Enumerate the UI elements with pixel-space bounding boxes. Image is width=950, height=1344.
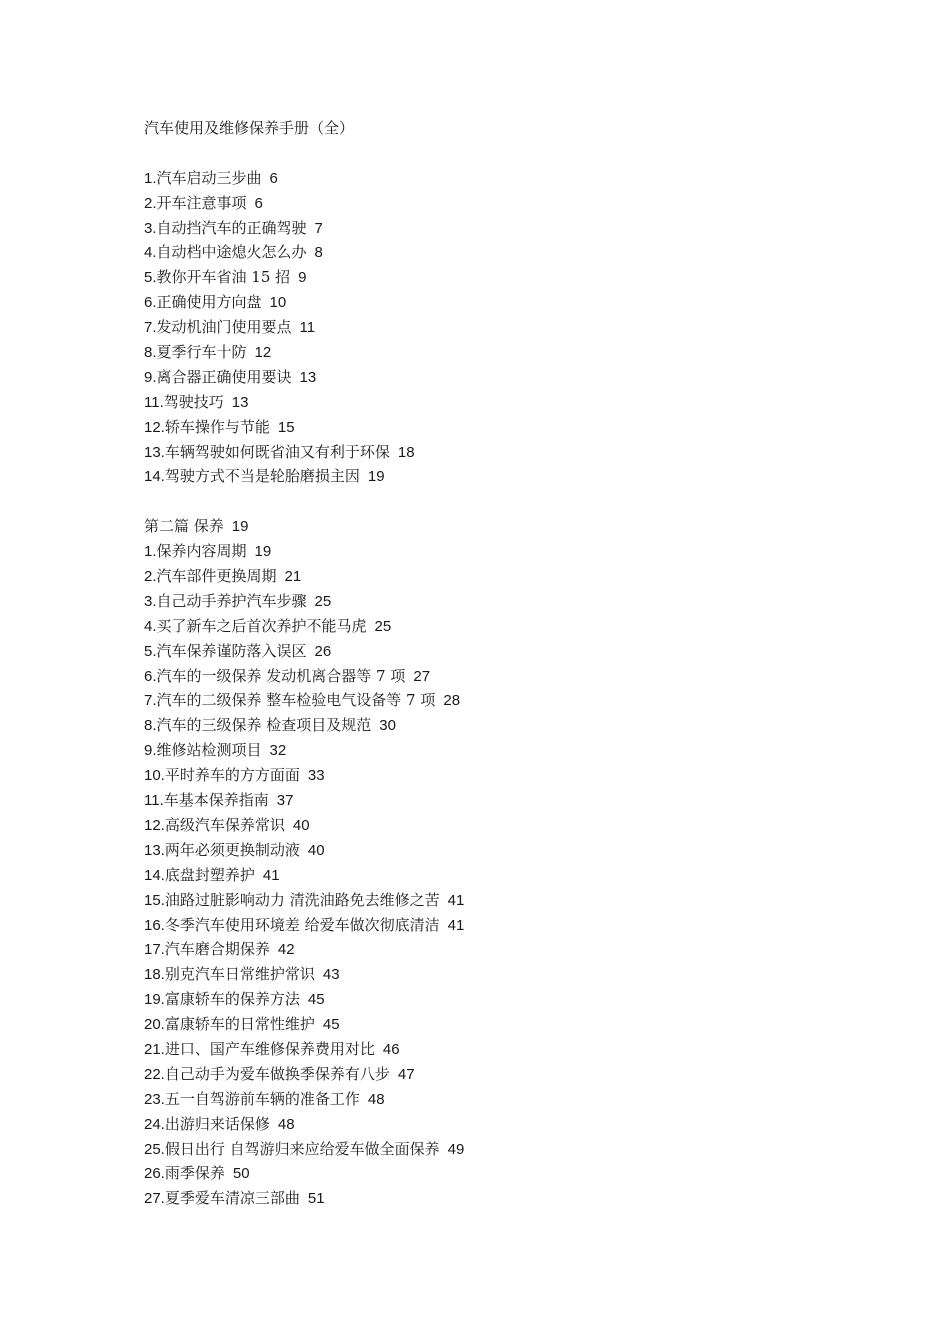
section-heading-maintenance [144,514,844,539]
toc-entry [144,788,844,813]
toc-entry-title: 富康轿车的日常性维护 [164,1015,315,1034]
toc-entry-title: 别克汽车日常维护常识 [164,965,315,984]
toc-entry-title: 轿车操作与节能 [164,417,270,436]
toc-entry-title: 驾驶方式不当是轮胎磨损主因 [164,467,360,486]
toc-entry-number: 22. [144,1065,165,1083]
toc-entry-page: 48 [367,1090,385,1108]
toc-entry [144,191,844,216]
toc-entry-page: 15 [277,418,295,436]
toc-entry [144,564,844,589]
toc-entry-number: 24. [144,1115,165,1133]
toc-entry-title: 底盘封塑养护 [164,865,255,884]
toc-entry-number: 14. [144,866,165,884]
toc-entry-number: 8. [144,344,157,362]
toc-entry [144,365,844,390]
toc-entry-number: 26. [144,1165,165,1183]
toc-section-driving [144,166,844,490]
toc-entry-number: 1. [144,169,157,187]
toc-entry [144,340,844,365]
toc-entry-page: 26 [314,642,332,660]
toc-entry [144,614,844,639]
toc-entry-title: 汽车的三级保养 检查项目及规范 [156,716,372,735]
toc-entry-page: 9 [298,269,307,287]
toc-entry-number: 2. [144,194,157,212]
toc-entry-title: 汽车保养谨防落入误区 [156,641,307,660]
toc-entry-title: 汽车磨合期保养 [164,940,270,959]
toc-entry [144,539,844,564]
toc-entry-number: 20. [144,1016,165,1034]
toc-entry-number: 9. [144,742,157,760]
toc-entry [144,390,844,415]
toc-entry [144,1161,844,1186]
toc-entry-number: 23. [144,1090,165,1108]
toc-entry-page: 45 [307,991,325,1009]
toc-entry [144,1186,844,1211]
toc-entry-number: 18. [144,966,165,984]
toc-entry-title: 汽车的二级保养 整车检验电气设备等 7 项 [156,691,436,710]
toc-entry-page: 19 [254,543,272,561]
toc-entry [144,987,844,1012]
toc-entry [144,763,844,788]
toc-section-maintenance [144,539,844,1211]
toc-entry-title: 夏季行车十防 [156,343,247,362]
toc-entry [144,290,844,315]
toc-entry-number: 9. [144,368,157,386]
toc-entry-number: 19. [144,991,165,1009]
toc-entry-page: 10 [269,294,287,312]
toc-entry [144,1087,844,1112]
toc-entry-number: 27. [144,1190,165,1208]
toc-entry-page: 50 [232,1165,250,1183]
toc-entry-title: 买了新车之后首次养护不能马虎 [156,616,367,635]
toc-entry-page: 30 [379,717,396,735]
toc-entry-title: 发动机油门使用要点 [156,318,292,337]
toc-entry-number: 1. [144,543,157,561]
toc-entry-page: 49 [447,1140,465,1158]
toc-entry [144,440,844,465]
toc-entry [144,888,844,913]
toc-entry-page: 33 [307,767,325,785]
toc-entry-page: 48 [277,1115,295,1133]
toc-entry-number: 15. [144,891,165,909]
toc-entry-page: 28 [443,692,461,710]
toc-entry [144,688,844,713]
toc-entry-page: 40 [307,841,325,859]
toc-entry-page: 25 [314,592,332,610]
toc-entry [144,937,844,962]
toc-entry-page: 6 [254,194,263,212]
toc-entry [144,240,844,265]
toc-entry-number: 12. [144,816,165,834]
toc-entry-page: 47 [397,1065,415,1083]
toc-entry [144,863,844,888]
toc-entry-title: 两年必须更换制动液 [164,840,300,859]
toc-entry-title: 油路过脏影响动力 清洗油路免去维修之苦 [164,890,440,909]
toc-entry-title: 教你开车省油 15 招 [156,268,291,287]
toc-entry-number: 2. [144,568,157,586]
toc-entry [144,1112,844,1137]
toc-entry-title: 平时养车的方方面面 [164,766,300,785]
toc-entry-title: 保养内容周期 [156,542,247,561]
toc-entry [144,813,844,838]
toc-entry-number: 17. [144,941,165,959]
toc-entry-page: 42 [277,941,295,959]
toc-entry-page: 46 [382,1040,400,1058]
toc-entry-title: 正确使用方向盘 [156,293,262,312]
toc-entry [144,464,844,489]
toc-entry-page: 41 [262,866,280,884]
toc-entry-page: 40 [292,816,310,834]
document-page [144,116,844,1211]
toc-entry [144,713,844,738]
document-title: 汽车使用及维修保养手册（全） [144,119,355,137]
toc-entry-page: 11 [299,319,316,337]
toc-entry-title: 维修站检测项目 [156,741,262,760]
toc-entry [144,166,844,191]
toc-entry-number: 11. [144,393,164,411]
toc-entry [144,838,844,863]
toc-entry-number: 12. [144,418,165,436]
toc-entry-title: 进口、国产车维修保养费用对比 [164,1039,375,1058]
toc-entry-page: 27 [413,667,431,685]
toc-entry [144,315,844,340]
toc-entry-number: 7. [144,319,157,337]
toc-entry [144,265,844,290]
toc-entry-page: 8 [314,244,323,262]
toc-entry-page: 41 [447,891,465,909]
toc-entry-page: 12 [254,344,272,362]
toc-entry [144,962,844,987]
toc-entry-number: 25. [144,1140,165,1158]
toc-entry-title: 富康轿车的保养方法 [164,990,300,1009]
toc-entry-number: 21. [144,1040,165,1058]
toc-entry-number: 5. [144,269,157,287]
toc-entry [144,1012,844,1037]
toc-entry-page: 21 [284,568,302,586]
toc-entry-title: 自己动手为爱车做换季保养有八步 [164,1064,390,1083]
toc-entry-number: 3. [144,219,157,237]
toc-entry-number: 13. [144,443,165,461]
toc-entry-title: 汽车的一级保养 发动机离合器等 7 项 [156,666,406,685]
toc-entry [144,738,844,763]
toc-entry-number: 7. [144,692,157,710]
toc-entry-title: 冬季汽车使用环境差 给爱车做次彻底清洁 [164,915,440,934]
toc-entry-page: 19 [367,468,385,486]
toc-entry-number: 3. [144,592,157,610]
toc-entry-title: 开车注意事项 [156,193,247,212]
toc-entry-title: 出游归来话保修 [164,1114,270,1133]
toc-entry-page: 32 [269,742,287,760]
toc-entry-number: 16. [144,916,165,934]
toc-entry-title: 自动挡汽车的正确驾驶 [156,218,307,237]
toc-entry-page: 13 [231,393,249,411]
toc-entry-number: 10. [144,767,165,785]
toc-entry-title: 自动档中途熄火怎么办 [156,243,307,262]
toc-entry-number: 13. [144,841,165,859]
toc-entry-number: 6. [144,667,157,685]
toc-entry-page: 45 [322,1016,340,1034]
toc-entry-title: 自己动手养护汽车步骤 [156,591,307,610]
toc-entry [144,913,844,938]
toc-entry-number: 6. [144,294,157,312]
toc-entry-title: 夏季爱车清凉三部曲 [164,1189,300,1208]
toc-entry-page: 7 [314,219,323,237]
section-spacer [144,489,844,514]
toc-entry [144,664,844,689]
toc-entry-title: 车基本保养指南 [163,791,269,810]
toc-entry-title: 雨季保养 [164,1164,225,1183]
toc-entry-number: 4. [144,244,157,262]
toc-entry-title: 汽车部件更换周期 [156,567,277,586]
toc-entry [144,415,844,440]
toc-entry-number: 14. [144,468,165,486]
toc-entry-title: 高级汽车保养常识 [164,815,285,834]
toc-entry-number: 5. [144,642,157,660]
toc-entry-page: 43 [322,966,340,984]
toc-entry-page: 51 [307,1190,325,1208]
section-heading-text: 第二篇 保养 [144,517,224,536]
section-heading-page: 19 [231,518,249,536]
toc-entry-number: 11. [144,792,164,810]
toc-entry-number: 4. [144,617,157,635]
toc-entry-title: 车辆驾驶如何既省油又有利于环保 [164,442,390,461]
toc-entry-title: 五一自驾游前车辆的准备工作 [164,1089,360,1108]
toc-entry [144,1137,844,1162]
toc-entry-title: 离合器正确使用要诀 [156,367,292,386]
toc-entry [144,639,844,664]
toc-entry [144,1037,844,1062]
toc-entry-title: 假日出行 自驾游归来应给爱车做全面保养 [164,1139,440,1158]
toc-entry-number: 8. [144,717,157,735]
toc-entry [144,216,844,241]
toc-entry-title: 汽车启动三步曲 [156,168,262,187]
toc-entry-page: 25 [374,617,392,635]
toc-entry-page: 6 [269,169,278,187]
toc-entry-page: 41 [447,916,465,934]
toc-entry-page: 37 [276,792,294,810]
toc-entry-page: 13 [299,368,317,386]
toc-entry [144,589,844,614]
toc-entry-title: 驾驶技巧 [163,392,224,411]
toc-entry [144,1062,844,1087]
toc-entry-page: 18 [397,443,415,461]
